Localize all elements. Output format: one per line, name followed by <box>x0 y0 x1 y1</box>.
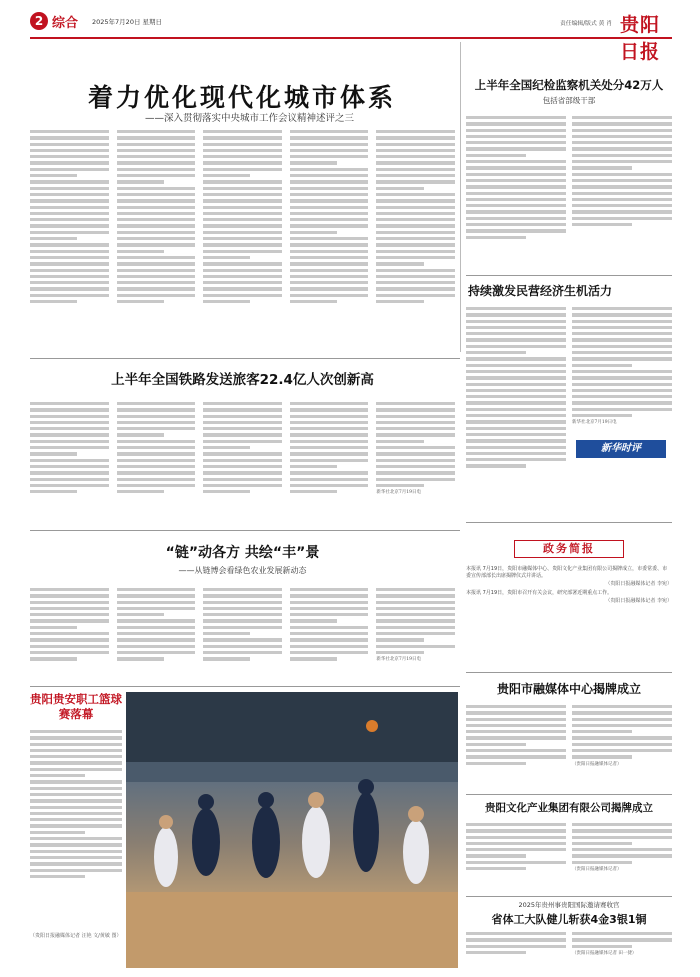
chain-footer: 新华社北京7月19日电 <box>376 657 421 663</box>
railway-col-3 <box>203 402 282 522</box>
culture-article <box>466 800 672 900</box>
chain-col-2 <box>117 588 196 678</box>
media-footer: （贵阳日报融媒体记者） <box>572 761 622 767</box>
lead-subtitle: ——深入贯彻落实中央城市工作会议精神述评之三 <box>145 113 355 124</box>
page-number-badge: 2 <box>30 12 48 30</box>
culture-footer: （贵阳日报融媒体记者） <box>572 867 622 873</box>
xinhua-commentary-badge: 新华时评 <box>576 440 666 458</box>
issue-date: 2025年7月20日 星期日 <box>92 18 163 26</box>
discipline-col-2 <box>572 116 672 276</box>
culture-col-1 <box>466 823 566 898</box>
basketball-icon <box>366 720 378 732</box>
basketball-credit: （贵阳日报融媒体记者 汪艳 文/黄敏 图） <box>30 933 122 939</box>
spirit-col-2 <box>572 307 672 507</box>
chain-col-4 <box>290 588 369 678</box>
lead-col-4 <box>290 130 369 340</box>
railway-col-5 <box>376 402 455 522</box>
divider <box>466 672 672 673</box>
lead-col-3 <box>203 130 282 340</box>
divider <box>466 896 672 897</box>
media-article <box>466 680 672 800</box>
spirit-footer: 新华社北京7月19日电 <box>572 420 617 426</box>
basketball-photo <box>126 692 458 968</box>
brief-credit: （贵阳日报融媒体记者 李宛） <box>605 581 672 587</box>
chain-col-3 <box>203 588 282 678</box>
masthead <box>30 10 672 63</box>
court-scene-illustration <box>126 692 458 968</box>
culture-title: 贵阳文化产业集团有限公司揭牌成立 <box>485 802 653 814</box>
media-title: 贵阳市融媒体中心揭牌成立 <box>496 682 641 696</box>
column-divider <box>460 42 461 352</box>
roadcup-col-2 <box>572 932 672 968</box>
railway-article <box>30 364 455 524</box>
railway-footer: 新华社北京7月19日电 <box>376 490 421 496</box>
discipline-col-1 <box>466 116 566 276</box>
divider <box>466 794 672 795</box>
roadcup-footer: （贵阳日报融媒体记者 田一捷） <box>572 950 637 956</box>
media-col-2 <box>572 705 672 790</box>
discipline-title: 上半年全国纪检监察机关处分42万人 <box>474 78 664 92</box>
spirit-col-1 <box>466 307 566 507</box>
brief-credit: （贵阳日报融媒体记者 李宛） <box>605 598 672 604</box>
divider <box>30 530 460 531</box>
discipline-subtitle: 包括省部级干部 <box>542 96 596 105</box>
lead-article <box>30 42 455 342</box>
brief-item: 本报讯 7月19日，贵阳市召开有关会议，研究部署近期重点工作。 <box>466 590 613 596</box>
spirit-title: 持续激发民营经济生机活力 <box>468 284 613 298</box>
briefs-header: 政务简报 <box>514 540 624 558</box>
chain-col-5 <box>376 588 455 678</box>
editors-line: 责任编辑/版式 黄 肖 <box>560 21 613 27</box>
divider <box>466 522 672 523</box>
spirit-article <box>466 282 672 522</box>
media-col-1 <box>466 705 566 790</box>
chain-col-1 <box>30 588 109 678</box>
lead-col-2 <box>117 130 196 340</box>
basketball-article <box>30 692 122 962</box>
railway-col-4 <box>290 402 369 522</box>
roadcup-kicker: 2025年贵州事贵阳国际邀请赛收官 <box>518 901 620 909</box>
lead-col-5 <box>376 130 455 340</box>
chain-article <box>30 536 455 681</box>
section-name: 综合 <box>52 16 79 31</box>
roadcup-title: 省体工大队健儿斩获4金3银1铜 <box>491 913 647 926</box>
culture-col-2 <box>572 823 672 898</box>
divider <box>30 686 460 687</box>
masthead-rule <box>30 37 672 39</box>
lead-body <box>30 130 455 340</box>
chain-subtitle: ——从链博会看绿色农业发展新动态 <box>178 566 307 575</box>
railway-col-1 <box>30 402 109 522</box>
chain-title: “链”动各方 共绘“丰”景 <box>165 545 320 561</box>
brief-item: 本报讯 7月19日，贵阳市融媒体中心、贵阳文化产业集团有限公司揭牌成立，市委常委、市委宣传部部长出席揭牌仪式并讲话。 <box>466 566 668 579</box>
basketball-title: 贵阳贵安职工篮球赛落幕 <box>30 692 122 721</box>
roadcup-article <box>466 900 672 970</box>
lead-col-1 <box>30 130 109 340</box>
lead-title: 着力优化现代化城市体系 <box>88 83 397 112</box>
briefs-box <box>466 540 672 640</box>
newspaper-logo: 贵阳日报 <box>620 14 661 63</box>
roadcup-col-1 <box>466 932 566 968</box>
basketball-body <box>30 730 122 930</box>
divider <box>466 275 672 276</box>
railway-title: 上半年全国铁路发送旅客22.4亿人次创新高 <box>111 372 374 388</box>
railway-col-2 <box>117 402 196 522</box>
discipline-article <box>466 78 672 278</box>
divider <box>30 358 460 359</box>
